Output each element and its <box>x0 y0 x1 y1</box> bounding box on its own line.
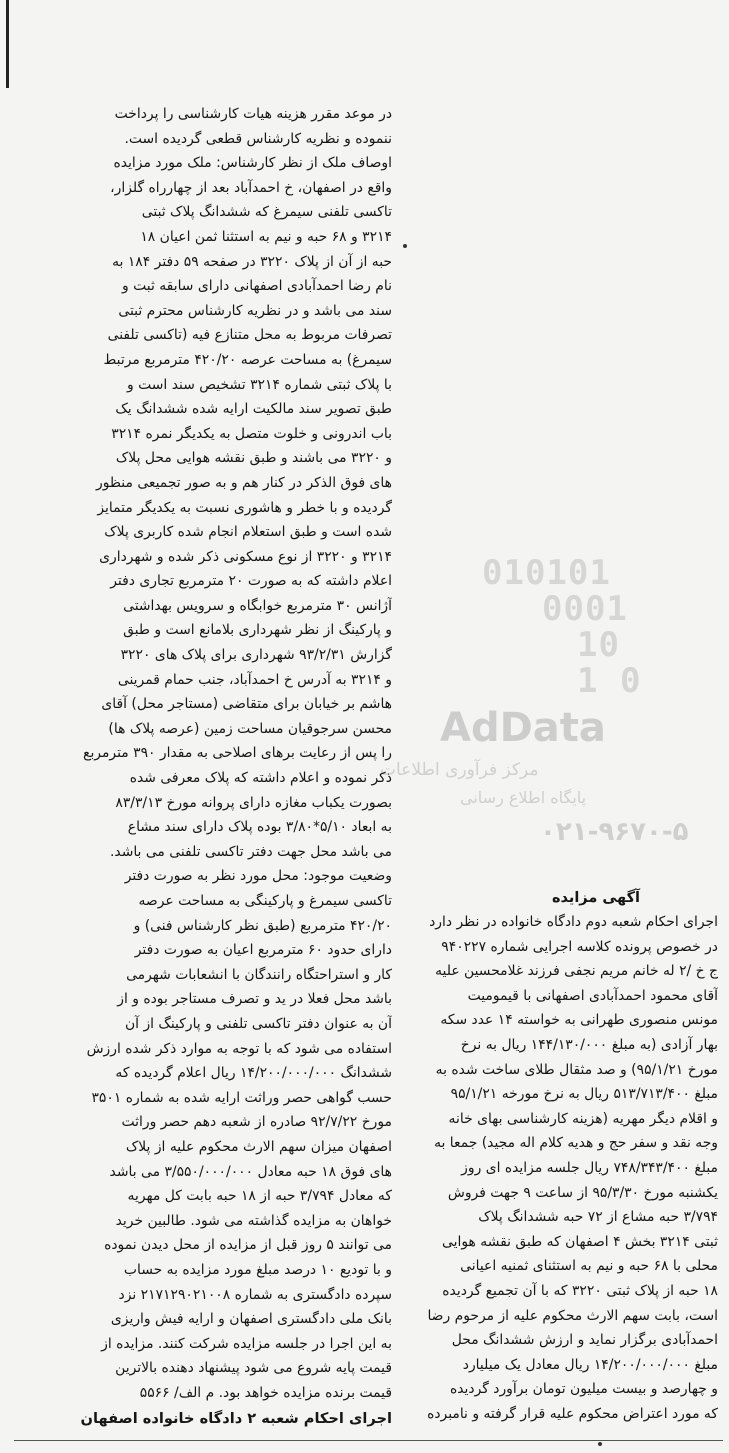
text-line: که مورد اعتراض محکوم علیه قرار گرفته و نامبرده <box>427 1405 718 1422</box>
text-line: آقای محمود احمدآبادی اصفهانی با قیمومیت <box>467 987 718 1004</box>
text-line: ۴۲۰/۲۰ مترمربع (طبق نظر کارشناس فنی) و <box>133 917 392 934</box>
text-line: سیمرغ) به مساحت عرصه ۴۲۰/۲۰ مترمربع مرتبط <box>103 351 392 368</box>
text-line: می توانند ۵ روز قبل از مزایده از محل دیدن نموده <box>104 1237 392 1254</box>
watermark-digits <box>482 555 641 699</box>
text-line: شده است و طبق استعلام انجام شده کاربری پلاک <box>104 524 392 541</box>
watermark-digits-row: 10 <box>577 625 620 665</box>
signature: اجرای احکام شعبه ۲ دادگاه خانواده اصفهان <box>80 1410 392 1428</box>
text-line: کار و استراحتگاه رانندگان با انشعابات شهرمی <box>126 966 392 983</box>
text-line: مبلغ ۷۴۸/۳۴۳/۴۰۰ ریال جلسه مزایده ای روز <box>461 1159 718 1176</box>
text-line: اوصاف ملک از نظر کارشناس: ملک مورد مزایده <box>113 155 392 172</box>
text-line: تاکسی سیمرغ و پارکینگی به مساحت عرصه <box>138 893 392 909</box>
stray-dot <box>403 244 407 248</box>
text-line: واقع در اصفهان، خ احمدآباد بعد از چهارراه گلزار، <box>110 179 392 196</box>
text-line: می باشد محل جهت دفتر تاکسی تلفنی می باشد. <box>109 843 392 860</box>
text-line: تاکسی تلفنی سیمرغ که ششدانگ پلاک ثبتی <box>141 204 392 221</box>
text-line: وضعیت موجود: محل مورد نظر به صورت دفتر <box>124 868 392 885</box>
text-line: محسن سرجوقیان مساحت زمین (عرصه پلاک ها) <box>108 720 392 737</box>
text-line: و اقلام دیگر مهریه (هزینه کارشناسی بهای خانه <box>448 1110 718 1127</box>
text-line: است، بابت سهم الارث محکوم علیه از مرحوم رضا <box>427 1307 718 1324</box>
text-line: و ۳۲۲۰ می باشند و طبق نقشه هوایی محل پلاک <box>115 450 392 467</box>
page-edge-rule <box>6 0 9 88</box>
text-line: اعلام داشته که به صورت ۲۰ مترمربع تجاری دفتر <box>110 573 392 590</box>
stray-dot <box>598 1442 602 1446</box>
text-line: ج خ /۲ له خانم مریم نجفی فرزند غلامحسین علیه <box>435 963 718 980</box>
text-line: در خصوص پرونده کلاسه اجرایی شماره ۹۴۰۲۲۷ <box>441 938 718 955</box>
text-line: احمدآبادی برگزار نماید و ارزش ششدانگ محل <box>451 1332 718 1349</box>
text-line: که معادل ۳/۷۹۴ حبه از ۱۸ حبه بابت کل مهریه <box>127 1188 392 1205</box>
text-line: بانک ملی دادگستری اصفهان و ارایه فیش واریزی <box>110 1311 392 1328</box>
text-line: گردیده و با خطر و هاشوری نسبت به یکدیگر متمایز <box>97 499 392 516</box>
text-line: طبق تصویر سند مالکیت ارایه شده ششدانگ یک <box>115 401 392 418</box>
text-line: استفاده می شود که با توجه به موارد ذکر شده ارزش <box>86 1040 392 1057</box>
text-line: ذکر نموده و اعلام داشته که پلاک معرفی شده <box>129 770 392 787</box>
text-line: قیمت برنده مزایده خواهد بود. م الف/ ۵۵۶۶ <box>139 1384 392 1401</box>
text-line: مبلغ ۱۴/۲۰۰/۰۰۰/۰۰۰ ریال معادل یک میلیارد <box>462 1356 718 1373</box>
text-line: مورخ ۹۲/۷/۲۲ صادره از شعبه دهم حصر وراثت <box>121 1114 392 1131</box>
text-line: با پلاک ثبتی شماره ۳۲۱۴ تشخیص سند است و <box>127 376 392 393</box>
text-line: محلی با ۶۸ حبه و نیم به استثنای ثمنیه اعیانی <box>460 1258 718 1275</box>
watermark-phone: ۰۲۱-۹۶۷۰-۵ <box>540 817 689 847</box>
watermark-brand: AdData <box>440 705 606 751</box>
text-line: اصفهان میزان سهم الارث محکوم علیه از پلاک <box>125 1138 392 1155</box>
watermark-line-1: مرکز فرآوری اطلاعات <box>380 760 539 780</box>
text-line: آن به عنوان دفتر تاکسی تلفنی و پارکینگ از آن <box>124 1015 392 1032</box>
text-line: را پس از رعایت برهای اصلاحی به مقدار ۳۹۰ مترمربع <box>83 745 392 762</box>
text-line: حبه از آن از پلاک ۳۲۲۰ در صفحه ۵۹ دفتر ۱۸۴ به <box>112 253 392 270</box>
text-line: قیمت پایه شروع می شود پیشنهاد دهنده بالاترین <box>115 1360 392 1377</box>
text-line: ششدانگ ۱۴/۲۰۰/۰۰۰/۰۰۰ ریال اعلام گردیده که <box>115 1065 392 1082</box>
right-column <box>390 886 718 1426</box>
text-line: گزارش ۹۳/۲/۳۱ شهرداری برای پلاک های ۳۲۲۰ <box>120 647 392 664</box>
text-line: حسب گواهی حصر وراثت ارایه شده به شماره ۳۵۰۱ <box>91 1089 392 1106</box>
notice-heading: آگهی مزایده <box>551 890 640 906</box>
text-line: های فوق ۱۸ حبه معادل ۳/۵۵۰/۰۰۰/۰۰۰ می باشد <box>109 1163 392 1180</box>
text-line: ۱۸ حبه از پلاک ثبتی ۳۲۲۰ که با آن تجمیع گردیده <box>442 1282 718 1299</box>
text-line: به این اجرا در جلسه مزایده شرکت کنند. مزایده از <box>101 1335 392 1352</box>
text-line: وجه نقد و سفر حج و هدیه کلام اله مجید) جمعا به <box>434 1135 718 1152</box>
text-line: نام رضا احمدآبادی اصفهانی دارای سابقه ثبت و <box>122 278 392 295</box>
text-line: مونس منصوری طهرانی به خواسته ۱۴ عدد سکه <box>440 1012 718 1029</box>
watermark-digits-row: 0001 <box>542 589 628 629</box>
text-line: باب اندرونی و خلوت متصل به یکدیگر نمره ۳۲۱۴ <box>111 425 392 442</box>
text-line: و پارکینگ از نظر شهرداری بلامانع است و طبق <box>123 622 392 639</box>
text-line: و ۳۲۱۴ به آدرس خ احمدآباد، جنب حمام قمرینی <box>117 671 392 688</box>
text-line: سپرده دادگستری به شماره ۲۱۷۱۲۹۰۲۱۰۰۸ نزد <box>118 1286 392 1303</box>
text-line: یکشنبه مورخ ۹۵/۳/۳۰ از ساعت ۹ جهت فروش <box>447 1184 718 1201</box>
text-line: مورخ ۹۵/۱/۲۱) و صد مثقال طلای ساخت شده به <box>435 1061 718 1078</box>
text-line: اجرای احکام شعبه دوم دادگاه خانواده در نظر دارد <box>429 914 718 930</box>
text-line: ننموده و نظریه کارشناس قطعی گردیده است. <box>124 130 392 147</box>
watermark-line-2: پایگاه اطلاع رسانی <box>460 788 587 807</box>
text-line: ۳۲۱۴ و ۶۸ حبه و نیم به استثنا ثمن اعیان ۱۸ <box>140 228 392 245</box>
text-line: آژانس ۳۰ مترمربع خوابگاه و سرویس بهداشتی <box>123 597 392 614</box>
text-line: بهار آزادی (به مبلغ ۱۴۴/۱۳۰/۰۰۰ ریال به نرخ <box>460 1036 718 1053</box>
text-line: مبلغ ۵۱۳/۷۱۳/۴۰۰ ریال به نرخ مورخه ۹۵/۱/۲۱ <box>450 1086 718 1103</box>
text-line: و با تودیع ۱۰ درصد مبلغ مورد مزایده به حساب <box>123 1261 392 1278</box>
watermark-digits-row: 1 0 <box>577 661 642 701</box>
text-line: بصورت یکباب مغازه دارای پروانه مورخ ۸۳/۳/۱۳ <box>115 794 392 811</box>
text-line: های فوق الذکر در کنار هم و به صور تجمیعی منظور <box>96 474 392 491</box>
text-line: ۳/۷۹۴ حبه مشاع از ۷۲ حبه ششدانگ پلاک <box>478 1209 718 1226</box>
text-line: تصرفات مربوط به محل متنازع فیه (تاکسی تلفنی <box>107 327 392 344</box>
text-line: ۳۲۱۴ و ۳۲۲۰ از نوع مسکونی ذکر شده و شهرداری <box>99 548 392 565</box>
left-column <box>54 102 392 1431</box>
text-line: ثبتی ۳۲۱۴ بخش ۴ اصفهان که طبق نقشه هوایی <box>442 1233 718 1250</box>
text-line: هاشم بر خیابان برای متقاضی (مستاجر محل) آقای <box>101 696 392 713</box>
text-line: خواهان به مزایده گذاشته می شود. طالبین خرید <box>115 1212 392 1229</box>
bottom-rule <box>14 1440 723 1441</box>
text-line: در موعد مقرر هزینه هیات کارشناسی را پرداخت <box>114 106 392 122</box>
text-line: به ابعاد ۵/۱۰*۳/۸۰ بوده پلاک دارای سند مشاع <box>127 819 392 836</box>
text-line: دارای حدود ۶۰ مترمربع اعیان به صورت دفتر <box>134 942 392 959</box>
text-line: سند می باشد و در نظریه کارشناس محترم ثبتی <box>118 302 392 319</box>
text-line: باشد محل فعلا در ید و تصرف مستاجر بوده و از <box>117 991 392 1008</box>
text-line: و چهارصد و بیست میلیون تومان برآورد گردیده <box>449 1381 718 1398</box>
watermark-digits-row: 010101 <box>482 553 611 593</box>
